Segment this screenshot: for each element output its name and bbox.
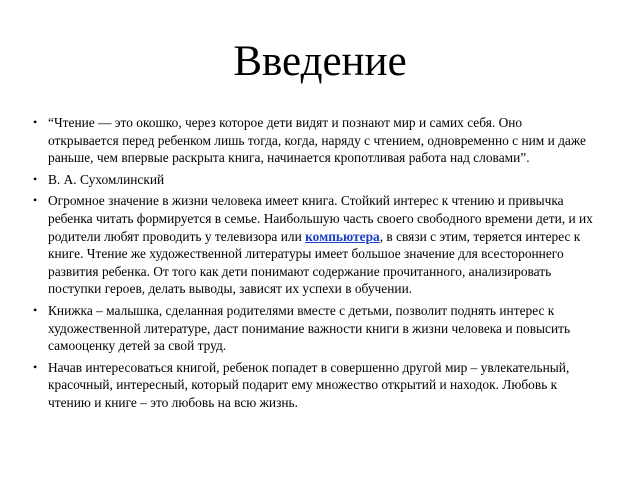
bullet-text: Начав интересоваться книгой, ребенок попадет в совершенно другой мир – увлекательный, красочный, интересный, который подарит ему множество открытий и находок. Любовь к чтению и книге – это любовь на всю жизнь. [48,359,570,410]
bullet-icon: • [33,115,38,129]
bullet-list [33,114,593,416]
bullet-text-after-link: , в связи с этим, теряется интерес к книге. Чтение же художественной литературы имеет большое значение для всестороннего развития ребенка. От того как дети понимают содержание прочитанного, анализировать поступки героев, делать выводы, зависят их успехи в обучении. [48,228,581,297]
bullet-item-family-reading [33,192,593,298]
bullet-text: Книжка – малышка, сделанная родителями вместе с детьми, позволит поднять интерес к художественной литературе, даст понимание важности книги в жизни человека и повысить самооценку детей за свой труд. [48,302,571,354]
bullet-text: “Чтение — это окошко, через которое дети видят и познают мир и самих себя. Оно открывается перед ребенком лишь тогда, когда, наряду с чтением, одновременно с ним и даже раньше, чем впервые раскрыта книга, начинается кропотливая работа над словами”. [48,115,586,166]
bullet-item-quote [33,114,593,167]
bullet-item-love-of-reading [33,359,593,412]
computer-link[interactable]: компьютера [305,228,380,244]
slide-title: Введение [233,38,407,85]
bullet-icon: • [33,302,38,317]
bullet-text-before-link: Огромное значение в жизни человека имеет книга. Стойкий интерес к чтению и привычка ребенка читать формируется в семье. Наибольшую часть своего свободного времени дети, и их родители любят проводить у телевизора или [48,193,593,244]
bullet-item-author [33,171,593,189]
bullet-text: В. А. Сухомлинский [48,171,165,187]
bullet-icon: • [33,359,38,374]
bullet-icon: • [33,171,38,186]
bullet-icon: • [33,193,38,208]
bullet-item-handmade-book [33,302,593,355]
